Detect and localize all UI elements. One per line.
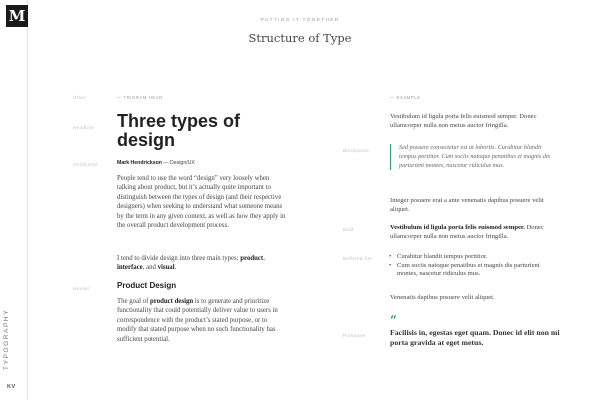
bold-term: visual [157, 264, 175, 272]
bold-term: product design [150, 298, 194, 305]
bold-term: interface [117, 264, 143, 272]
list-item: • Curabitur blandit tempus porttitor. [388, 253, 558, 262]
example-paragraph: Vestibulum id ligula porta felis euismod semper. Donec ullamcorper nulla non metus auctor fringilla. [390, 113, 537, 130]
page-kicker: PUTTING IT TOGETHER [260, 18, 340, 23]
list-item: • Cum sociis natoque penatibus et magnis dis parturient montes, nascetur ridiculus mus. [388, 262, 558, 279]
text-fragment: The goal of [117, 298, 151, 305]
article-section[interactable]: — Design/UX [161, 160, 195, 166]
article-paragraph: People tend to use the word “design” very loosely when talking about product, but it’s actually quite important to distinguish between the types of design (and their respective designers) when seeking to understand what someone means by the term in any given context, as well as how they apply in the overall product development process. [117, 175, 286, 230]
medium-logo[interactable]: M [6, 5, 28, 27]
side-label-header: Header [73, 286, 91, 291]
bold-sentence: Vestibulum id ligula porta felis euismod semper. [390, 224, 525, 231]
side-label-bold: Bold [343, 227, 354, 232]
side-label-bulleted-list: Bulleted list [343, 256, 373, 261]
example-pullquote: Facilisis in, egestas eget quam. Donec id elit non mi porta gravida at eget metus. [390, 328, 560, 347]
example-bulleted-list [388, 253, 558, 279]
column-head-right: — EXAMPLE [390, 95, 421, 100]
side-label-blockquote: Blockquote [343, 148, 370, 153]
text-fragment: . [174, 264, 177, 272]
example-paragraph: Venenatis dapibus posuere velit aliquet. [390, 294, 495, 301]
text-fragment: , and [142, 264, 158, 272]
side-label-headline: Headline [73, 125, 95, 130]
text-fragment: I tend to divide design into three main types: [117, 255, 241, 262]
article-paragraph-types [117, 254, 287, 273]
side-label-attribution: Attribution [73, 162, 99, 167]
section-vertical-label: TYPOGRAPHY [3, 308, 10, 370]
example-blockquote: Sed posuere consectetur est at lobortis. Curabitur blandit tempus porttitor. Cum sociis natoque penatibus et magnis dis parturient montes, nascetur ridiculus mus. [390, 144, 555, 170]
author-initials: KV [7, 384, 16, 390]
bold-term: product [240, 255, 264, 262]
quote-icon: “ [390, 313, 397, 327]
page-title: Structure of Type [248, 31, 352, 45]
article-title: Three types of design [117, 111, 241, 150]
side-label-other: Other [73, 95, 87, 100]
article-paragraph-product [117, 297, 287, 344]
text-fragment: is to generate and prioritize functionality that could potentially deliver value to users in correspondence with the product’s stated purpose, or to modify that stated purpose when no such functionality has sufficient potential. [117, 298, 278, 343]
article-byline [117, 160, 195, 166]
example-bold-paragraph [390, 223, 560, 241]
author-name[interactable]: Mark Hendrickson [117, 160, 162, 166]
example-paragraph: Integer posuere erat a ante venenatis dapibus posuere velit aliquet. [390, 197, 544, 214]
column-head-left: — TRIGRAM HEAD [117, 95, 163, 100]
text-fragment: Donec ullamcorper nulla non metus auctor fringilla. [390, 224, 544, 241]
side-label-pullquote: Pullquote [343, 333, 366, 338]
text-fragment: , [263, 255, 265, 262]
section-heading: Product Design [117, 281, 177, 290]
